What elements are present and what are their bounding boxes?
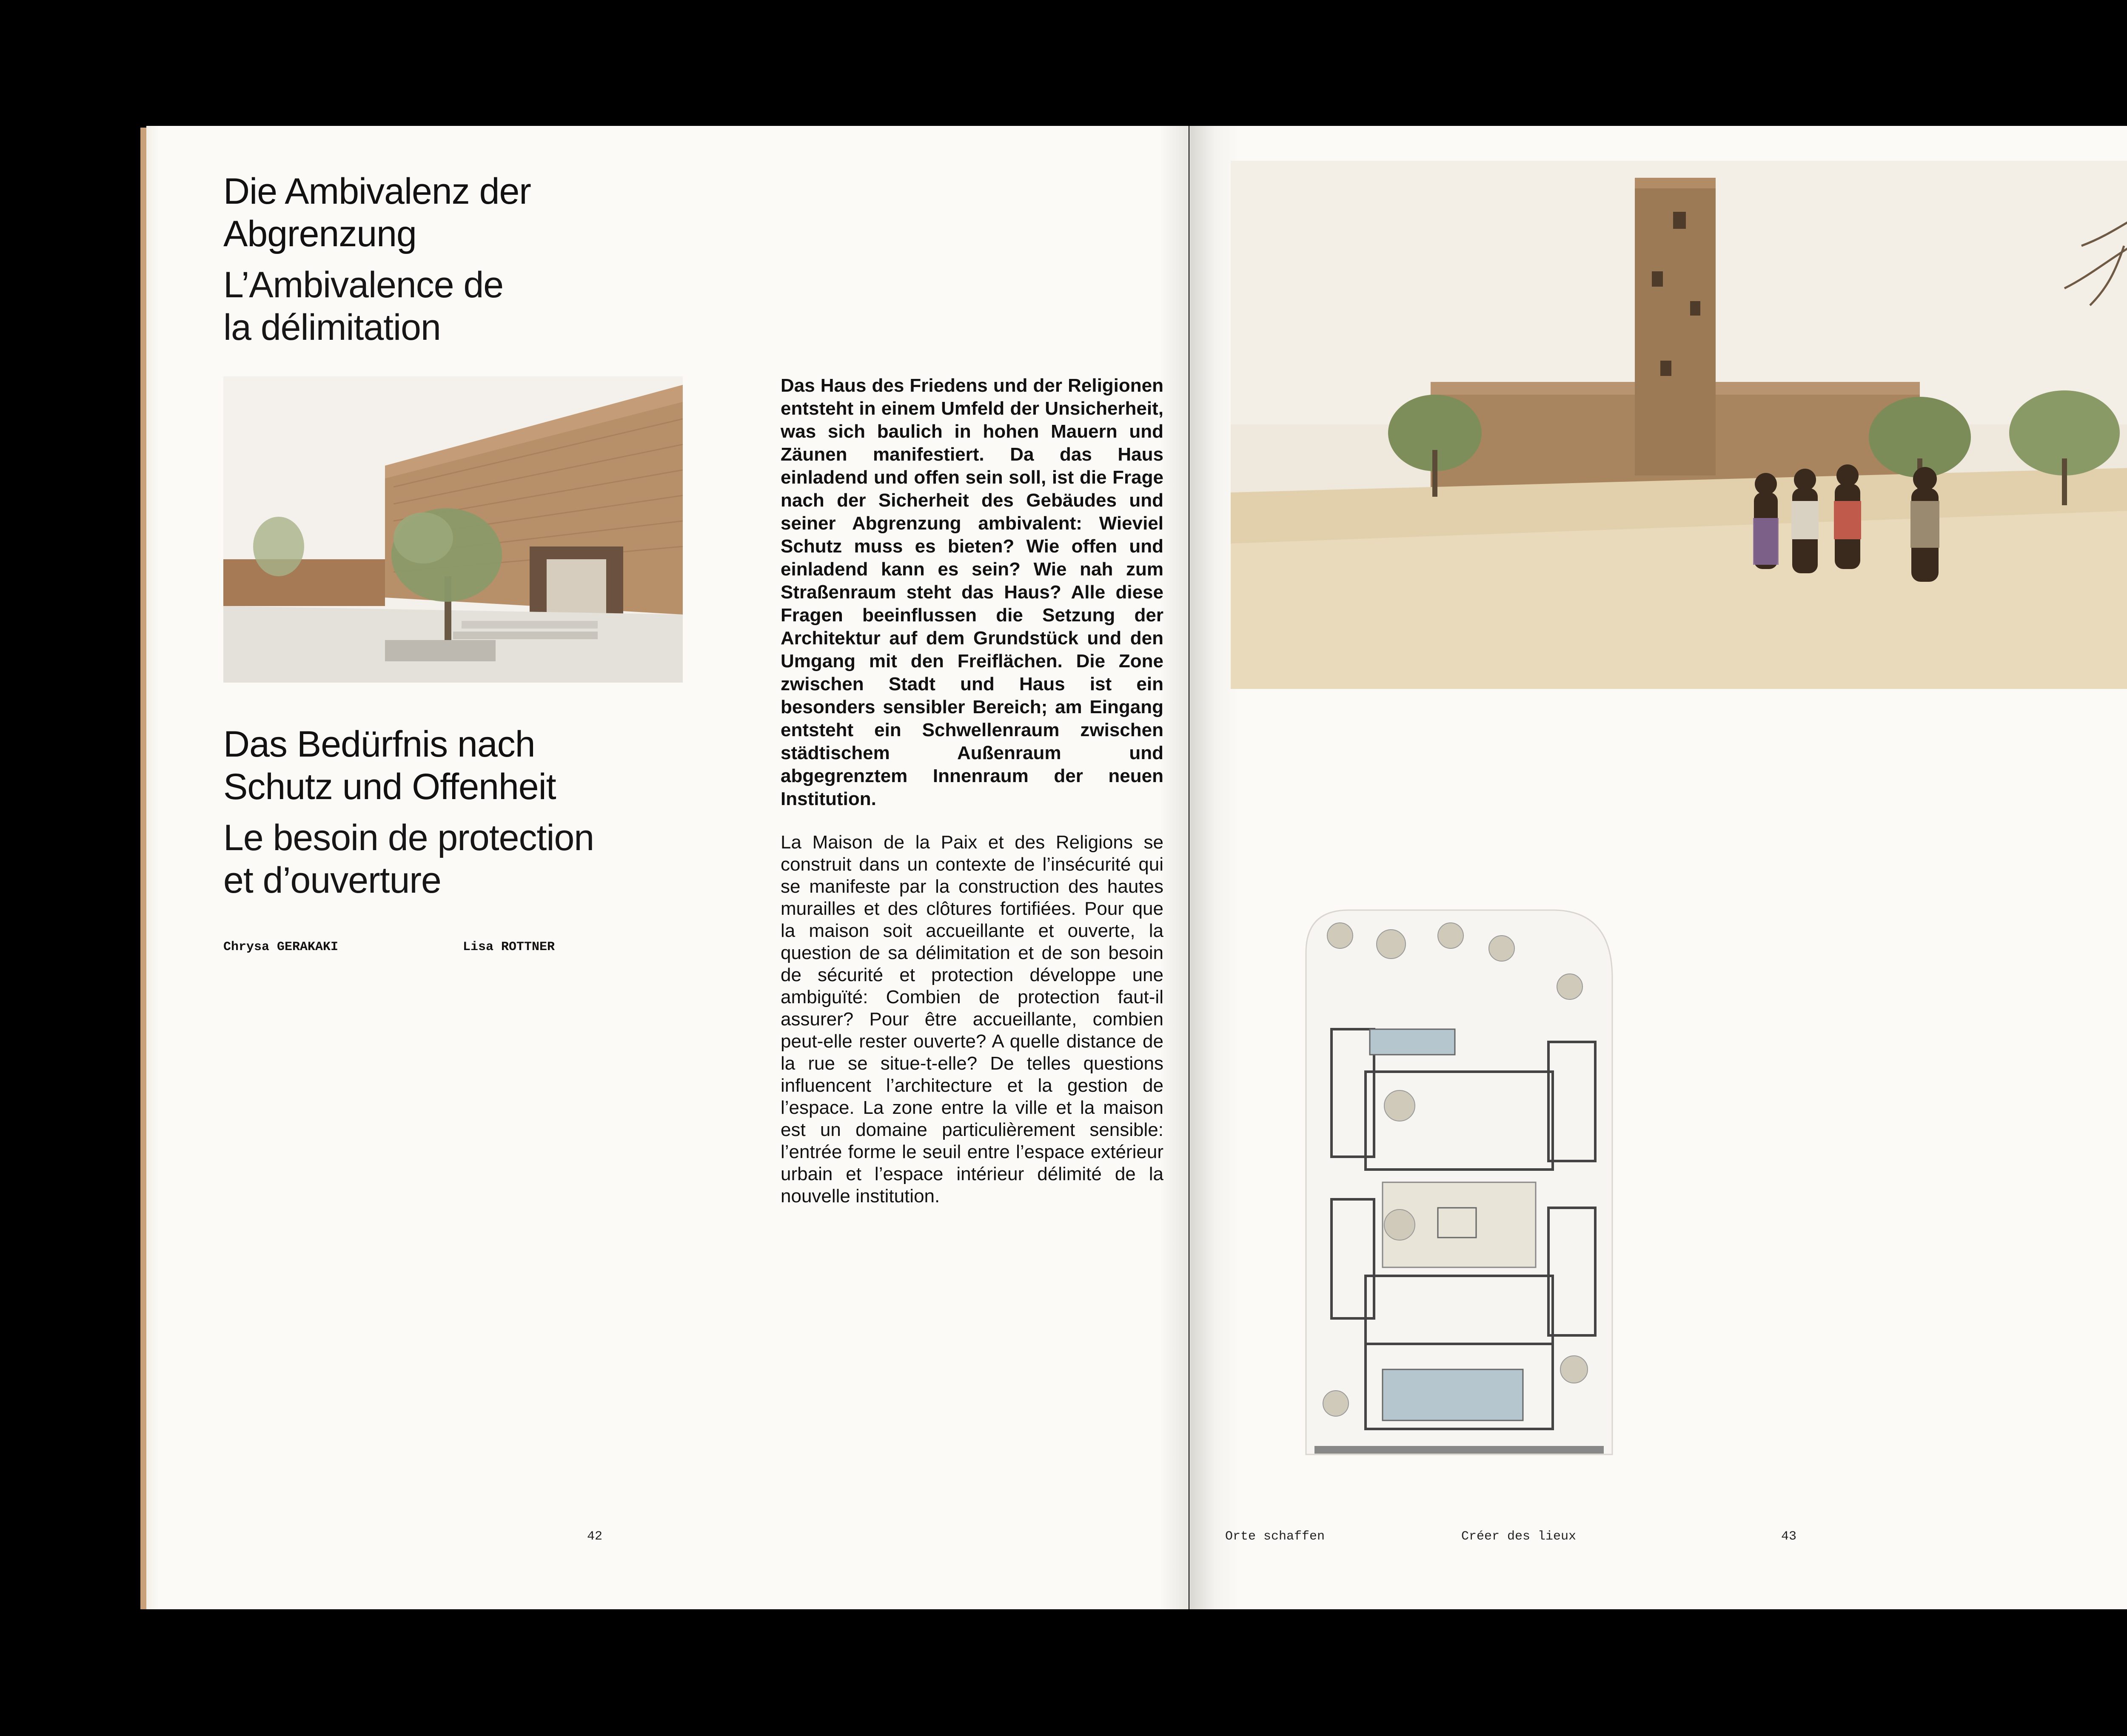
- courtyard-photo: [223, 376, 683, 683]
- subtitle-fr-line-1: Le besoin de protection: [223, 817, 594, 858]
- page-number-right: 43: [1781, 1529, 1797, 1544]
- title-fr: [223, 264, 503, 349]
- subtitle-de: [223, 723, 556, 808]
- title-fr-line-1: L’Ambivalence de: [223, 265, 504, 305]
- title-de-line-2: Abgrenzung: [223, 213, 416, 254]
- site-plan-drawing: [1297, 902, 1621, 1467]
- body-text-german: Das Haus des Friedens und der Religionen entsteht in einem Umfeld der Unsicherheit, was sich baulich in hohen Mauern und Zäunen manifestiert. Da das Haus einladend und offen sein soll, ist die Frage nach der Sicherheit des Gebäudes und seiner Abgrenzung ambivalent: Wieviel Schutz muss es bieten? Wie offen und einladend kann es sein? Wie nah zum Straßenraum steht das Haus? Alle diese Fragen beeinflussen die Setzung der Architektur auf dem Grundstück und den Umgang mit den Freiflächen. Die Zone zwischen Stadt und Haus ist ein besonders sensibler Bereich; am Eingang entsteht ein Schwellenraum zwischen städtischem Außenraum und abgegrenztem Innenraum der neuen Institution.: [781, 375, 1163, 809]
- courtyard-illustration: [223, 376, 683, 683]
- subtitle-fr-line-2: et d’ouverture: [223, 860, 441, 901]
- page-number-left: 42: [587, 1529, 603, 1544]
- running-head-french: Créer des lieux: [1461, 1529, 1577, 1544]
- body-text-french: La Maison de la Paix et des Religions se construit dans un contexte de l’insécurité qui se manifeste par la construction des hautes murailles et des clôtures fortifiées. Pour que la maison soit accueillante et ouverte, la question de sa délimitation et de son besoin de sécurité et protection développe une ambiguïté: Combien de protection faut-il assurer? Pour être accueillante, combien peut-elle rester ouverte? A quelle distance de la rue se situe-t-elle? De telles questions influencent l’architecture et la gestion de l’espace. La zone entre la ville et la maison est un domaine particulièrement sensible: l’entrée forme le seuil entre l’espace extérieur urbain et l’espace intérieur délimité de la nouvelle institution.: [781, 832, 1163, 1207]
- title-fr-line-2: la délimitation: [223, 307, 441, 348]
- site-plan: [1297, 902, 1621, 1467]
- tower-photo: [1231, 161, 2127, 689]
- title-de: [223, 170, 531, 255]
- subtitle-fr: [223, 817, 594, 902]
- subtitle-de-line-1: Das Bedürfnis nach: [223, 724, 535, 765]
- tower-illustration: [1231, 161, 2127, 689]
- title-de-line-1: Die Ambivalenz der: [223, 171, 531, 212]
- author-1: Chrysa GERAKAKI: [223, 940, 339, 954]
- author-2: Lisa ROTTNER: [463, 940, 555, 954]
- subtitle-de-line-2: Schutz und Offenheit: [223, 766, 556, 807]
- running-head-german: Orte schaffen: [1225, 1529, 1325, 1544]
